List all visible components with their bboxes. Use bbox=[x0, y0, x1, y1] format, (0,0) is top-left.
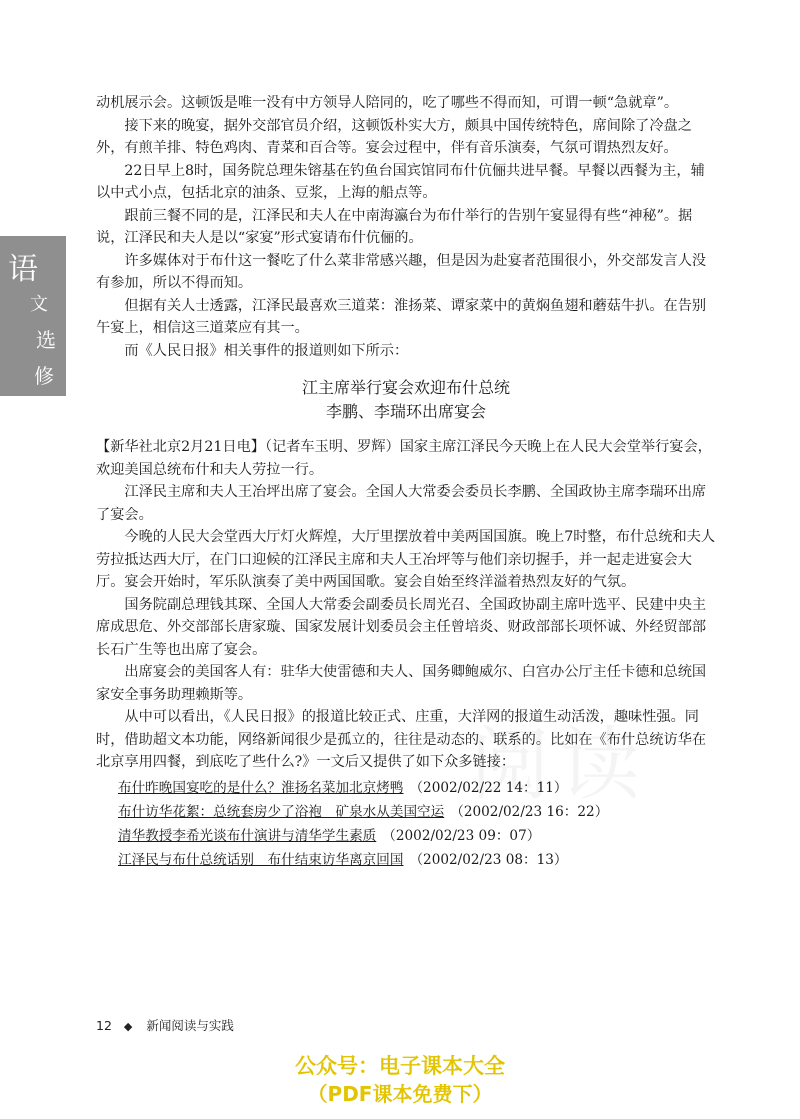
news-paragraph: 出席宴会的美国客人有：驻华大使雷德和夫人、国务卿鲍威尔、白宫办公厅主任卡德和总统国家安全事务助理赖斯等。 bbox=[96, 664, 707, 703]
related-link[interactable]: 布什昨晚国宴吃的是什么？淮扬名菜加北京烤鸭 bbox=[118, 779, 404, 796]
headline-sub: 李鹏、李瑞环出席宴会 bbox=[325, 402, 486, 421]
related-link-item bbox=[118, 776, 716, 800]
news-paragraph: 【新华社北京2月21日电】（记者车玉明、罗辉）国家主席江泽民今天晚上在人民大会堂举行宴会，欢迎美国总统布什和夫人劳拉一行。 bbox=[96, 439, 712, 478]
side-tab-char-1: 语 bbox=[8, 252, 38, 287]
analysis-paragraph: 从中可以看出，《人民日报》的报道比较正式、庄重，大洋网的报道生动活泼，趣味性强。同时，借助超文本功能，网络新闻很少是孤立的，往往是动态的、联系的。比如在《布什总统访华在北京享用四餐，到底吃了些什么?》一文后又提供了如下众多链接： bbox=[96, 709, 707, 770]
paragraph: 跟前三餐不同的是，江泽民和夫人在中南海瀛台为布什举行的告别午宴显得有些“神秘”。据说，江泽民和夫人是以“家宴”形式宴请布什伉俪的。 bbox=[96, 207, 693, 246]
link-timestamp: （2002/02/23 09：07） bbox=[382, 827, 541, 844]
watermark-line-2: （PDF课本免费下） bbox=[307, 1082, 493, 1106]
news-paragraph: 国务院副总理钱其琛、全国人大常委会副委员长周光召、全国政协副主席叶选平、民建中央主席成思危、外交部部长唐家璇、国家发展计划委员会主任曾培炎、财政部部长项怀诚、外经贸部部长石广生等也出席了宴会。 bbox=[96, 596, 707, 658]
link-timestamp: （2002/02/22 14：11） bbox=[409, 779, 568, 796]
side-tab-char-3: 选 bbox=[36, 328, 56, 352]
related-link[interactable]: 江泽民与布什总统话别 布什结束访华离京回国 bbox=[118, 851, 404, 868]
watermark-line-1: 公众号：电子课本大全 bbox=[295, 1054, 505, 1078]
related-link-item bbox=[118, 848, 716, 872]
related-link-item bbox=[118, 800, 716, 824]
paragraph: 22日早上8时，国务院总理朱镕基在钓鱼台国宾馆同布什伉俪共进早餐。早餐以西餐为主，辅以中式小点，包括北京的油条、豆浆，上海的船点等。 bbox=[96, 162, 705, 201]
link-timestamp: （2002/02/23 16：22） bbox=[450, 803, 609, 820]
paragraph: 但据有关人士透露，江泽民最喜欢三道菜：淮扬菜、谭家菜中的黄焖鱼翅和蘑菇牛扒。在告别午宴上，相信这三道菜应有其一。 bbox=[96, 297, 707, 336]
related-link[interactable]: 布什访华花絮：总统套房少了浴袍 矿泉水从美国空运 bbox=[118, 803, 445, 820]
diamond-icon: ◆ bbox=[123, 1020, 133, 1033]
paragraph: 许多媒体对于布什这一餐吃了什么菜非常感兴趣，但是因为赴宴者范围很小，外交部发言人没有参加，所以不得而知。 bbox=[96, 252, 707, 291]
headline-main: 江主席举行宴会欢迎布什总统 bbox=[301, 378, 510, 397]
related-link-item bbox=[118, 824, 716, 848]
page-content bbox=[96, 92, 716, 872]
side-tab bbox=[0, 236, 66, 396]
related-links-list bbox=[118, 776, 716, 872]
link-timestamp: （2002/02/23 08：13） bbox=[409, 851, 568, 868]
page-footer bbox=[96, 1016, 234, 1034]
news-paragraph: 江泽民主席和夫人王冶坪出席了宴会。全国人大常委会委员长李鹏、全国政协主席李瑞环出席了宴会。 bbox=[96, 484, 707, 523]
paragraph: 而《人民日报》相关事件的报道则如下所示： bbox=[124, 342, 409, 359]
page-number: 12 bbox=[96, 1018, 112, 1033]
book-title: 新闻阅读与实践 bbox=[146, 1018, 234, 1033]
news-paragraph: 今晚的人民大会堂西大厅灯火辉煌，大厅里摆放着中美两国国旗。晚上7时整，布什总统和夫人劳拉抵达西大厅，在门口迎候的江泽民主席和夫人王冶坪等与他们亲切握手，并一起走进宴会大厅。宴会开始时，军乐队演奏了美中两国国歌。宴会自始至终洋溢着热烈友好的气氛。 bbox=[96, 529, 716, 590]
side-tab-char-4: 修 bbox=[34, 364, 54, 388]
news-headline bbox=[96, 376, 716, 424]
side-tab-char-2: 文 bbox=[30, 294, 48, 315]
paragraph: 动机展示会。这顿饭是唯一没有中方领导人陪同的，吃了哪些不得而知，可谓一顿“急就章”。 bbox=[96, 95, 679, 111]
paragraph: 接下来的晚宴，据外交部官员介绍，这顿饭朴实大方，颇具中国传统特色，席间除了冷盘之外，有煎羊排、特色鸡肉、青菜和百合等。宴会过程中，伴有音乐演奏，气氛可谓热烈友好。 bbox=[96, 117, 692, 156]
related-link[interactable]: 清华教授李希光谈布什演讲与清华学生素质 bbox=[118, 827, 377, 844]
